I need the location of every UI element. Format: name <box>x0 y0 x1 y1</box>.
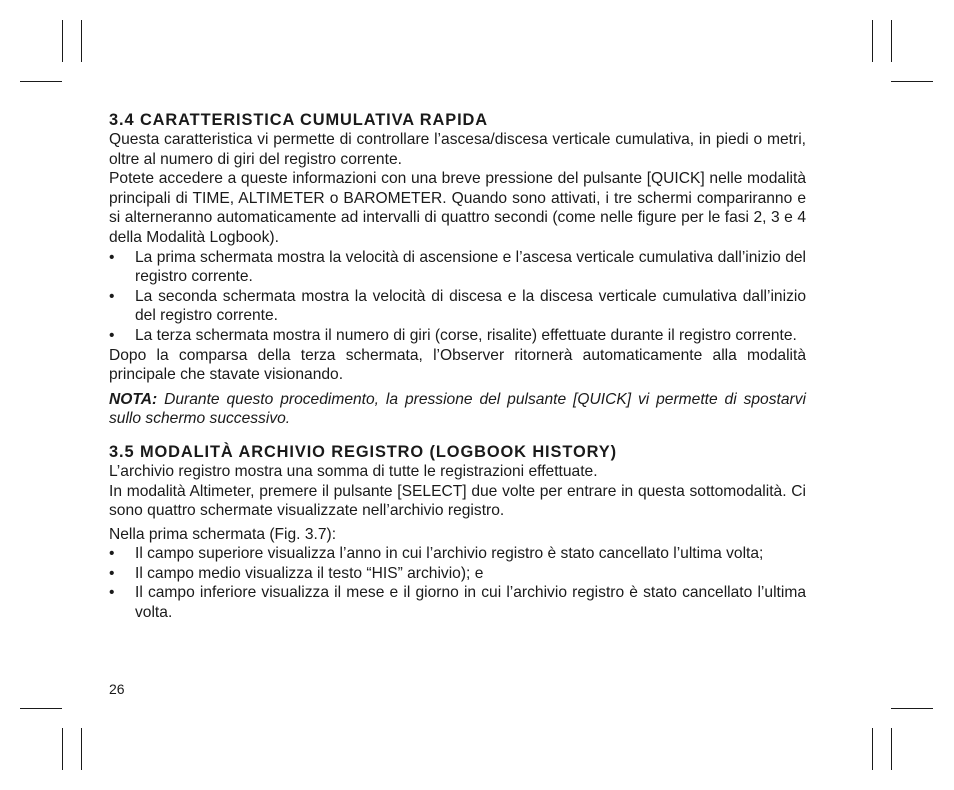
list-item <box>109 326 806 346</box>
section-3-5-bullet-list <box>109 544 806 622</box>
section-3-5-paragraph: In modalità Altimeter, premere il pulsante [SELECT] due volte per entrare in questa sottomodalità. Ci sono quattro schermate visualizzate nell’archivio registro. <box>109 482 806 520</box>
crop-mark <box>891 81 933 82</box>
crop-mark <box>20 708 62 709</box>
document-page <box>109 110 806 623</box>
section-3-5-title: 3.5 MODALITÀ ARCHIVIO REGISTRO (LOGBOOK HISTORY) <box>109 442 617 461</box>
section-3-4-paragraph: Dopo la comparsa della terza schermata, l’Observer ritornerà automaticamente alla modalità principale che stavate visionando. <box>109 346 806 384</box>
crop-mark <box>891 728 892 770</box>
list-item-text: La terza schermata mostra il numero di giri (corse, risalite) effettuate durante il registro corrente. <box>135 326 797 344</box>
list-item <box>109 583 806 622</box>
crop-mark <box>872 20 873 62</box>
note-text: Durante questo procedimento, la pressione del pulsante [QUICK] vi permette di spostarvi sullo schermo successivo. <box>109 390 806 428</box>
list-item <box>109 544 806 564</box>
list-item-text: Il campo medio visualizza il testo “HIS” archivio); e <box>135 564 484 582</box>
note-label: NOTA: <box>109 390 158 408</box>
crop-mark <box>62 20 63 62</box>
section-3-4-title: 3.4 CARATTERISTICA CUMULATIVA RAPIDA <box>109 111 489 129</box>
crop-mark <box>20 81 62 82</box>
list-item-text: Il campo inferiore visualizza il mese e il giorno in cui l’archivio registro è stato cancellato l’ultima volta. <box>135 584 806 622</box>
bullet-glyph: • <box>109 326 115 344</box>
section-3-5-paragraph: L’archivio registro mostra una somma di tutte le registrazioni effettuate. <box>109 462 598 480</box>
bullet-glyph: • <box>109 248 115 266</box>
bullet-glyph: • <box>109 564 115 582</box>
crop-mark <box>81 20 82 62</box>
crop-mark <box>872 728 873 770</box>
bullet-glyph: • <box>109 287 115 305</box>
list-item-text: La prima schermata mostra la velocità di ascensione e l’ascesa verticale cumulativa dall’inizio del registro corrente. <box>135 248 806 286</box>
crop-mark <box>891 708 933 709</box>
crop-mark <box>81 728 82 770</box>
bullet-glyph: • <box>109 584 115 602</box>
crop-mark <box>891 20 892 62</box>
note-paragraph <box>109 390 806 429</box>
list-item <box>109 248 806 287</box>
page-number: 26 <box>109 681 125 697</box>
section-3-5-paragraph: Nella prima schermata (Fig. 3.7): <box>109 525 337 543</box>
list-item-text: Il campo superiore visualizza l’anno in cui l’archivio registro è stato cancellato l’ultima volta; <box>135 545 764 563</box>
section-3-4-paragraph: Questa caratteristica vi permette di controllare l’ascesa/discesa verticale cumulativa, in piedi o metri, oltre al numero di giri del registro corrente. <box>109 131 806 168</box>
bullet-glyph: • <box>109 545 115 563</box>
list-item <box>109 287 806 326</box>
list-item <box>109 564 806 584</box>
list-item-text: La seconda schermata mostra la velocità di discesa e la discesa verticale cumulativa dall’inizio del registro corrente. <box>135 287 806 325</box>
crop-mark <box>62 728 63 770</box>
section-3-4-bullet-list <box>109 248 806 346</box>
section-3-4-paragraph: Potete accedere a queste informazioni con una breve pressione del pulsante [QUICK] nelle modalità principali di TIME, ALTIMETER o BAROMETER. Quando sono attivati, i tre schermi compariranno e si alterneranno automaticamente ad intervalli di quattro secondi (come nelle figure per le fasi 2, 3 e 4 della Modalità Logbook). <box>109 170 806 246</box>
